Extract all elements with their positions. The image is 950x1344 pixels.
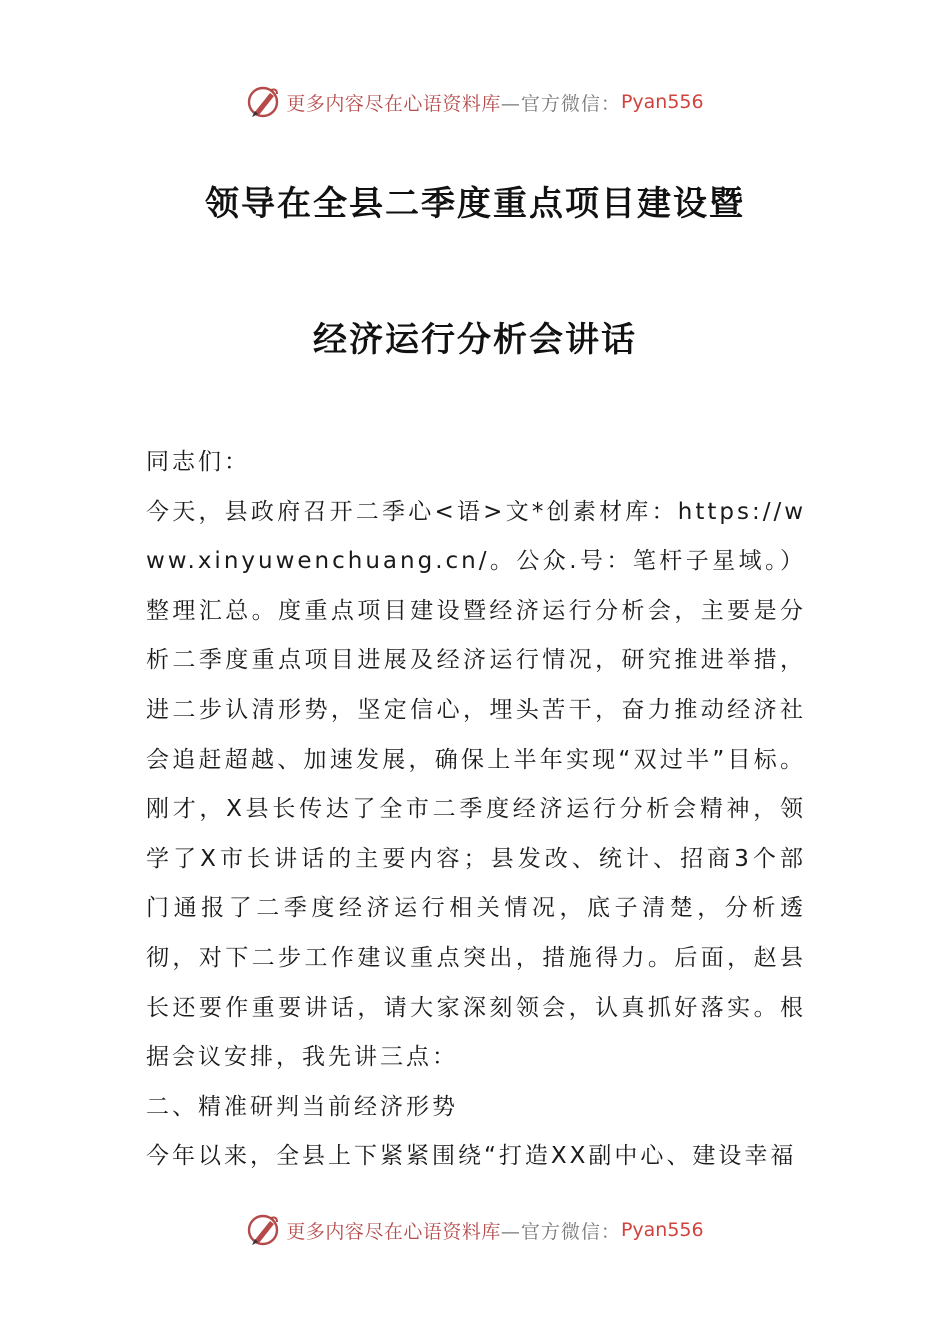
document-title-line-2: 经济运行分析会讲话 [313, 320, 637, 360]
banner-official-label: —官方微信： [500, 92, 621, 115]
section-heading: 二、精准研判当前经济形势 [146, 1093, 458, 1120]
paragraph-section-start: 今年以来，全县上下紧紧围绕“打造XX副中心、建设幸福 [146, 1143, 797, 1170]
pen-logo-icon [246, 84, 282, 120]
header-banner [0, 80, 950, 124]
paragraph-intro: 今天，县政府召开二季心<语>文*创素材库：https://www.xinyuwenchuang.cn/。公众.号：笔杆子星域。）整理汇总。度重点项目建设暨经济运行分析会，主要是分析二季度重点项目进展及经济运行情况，研究推进举措，进二步认清形势，坚定信心，埋头苦干，奋力推动经济社会追赶超越、加速发展，确保上半年实现“双过半”目标。刚才，X县长传达了全市二季度经济运行分析会精神，领学了X市长讲话的主要内容；县发改、统计、招商3个部门通报了二季度经济运行相关情况，底子清楚，分析透彻，对下二步工作建议重点突出，措施得力。后面，赵县长还要作重要讲话，请大家深刻领会，认真抓好落实。根据会议安排，我先讲三点： [146, 498, 806, 1071]
banner-slogan: 更多内容尽在心语资料库 [286, 1220, 501, 1243]
document-title-line-1: 领导在全县二季度重点项目建设暨 [205, 184, 745, 224]
banner-wechat-id: Pyan556 [620, 91, 704, 113]
banner-official-label: —官方微信： [500, 1220, 621, 1243]
footer-banner [0, 1208, 950, 1252]
banner-wechat-id: Pyan556 [620, 1219, 704, 1241]
document-body [146, 438, 806, 1182]
banner-slogan: 更多内容尽在心语资料库 [286, 92, 501, 115]
pen-logo-icon [246, 1212, 282, 1248]
salutation: 同志们： [146, 449, 250, 475]
